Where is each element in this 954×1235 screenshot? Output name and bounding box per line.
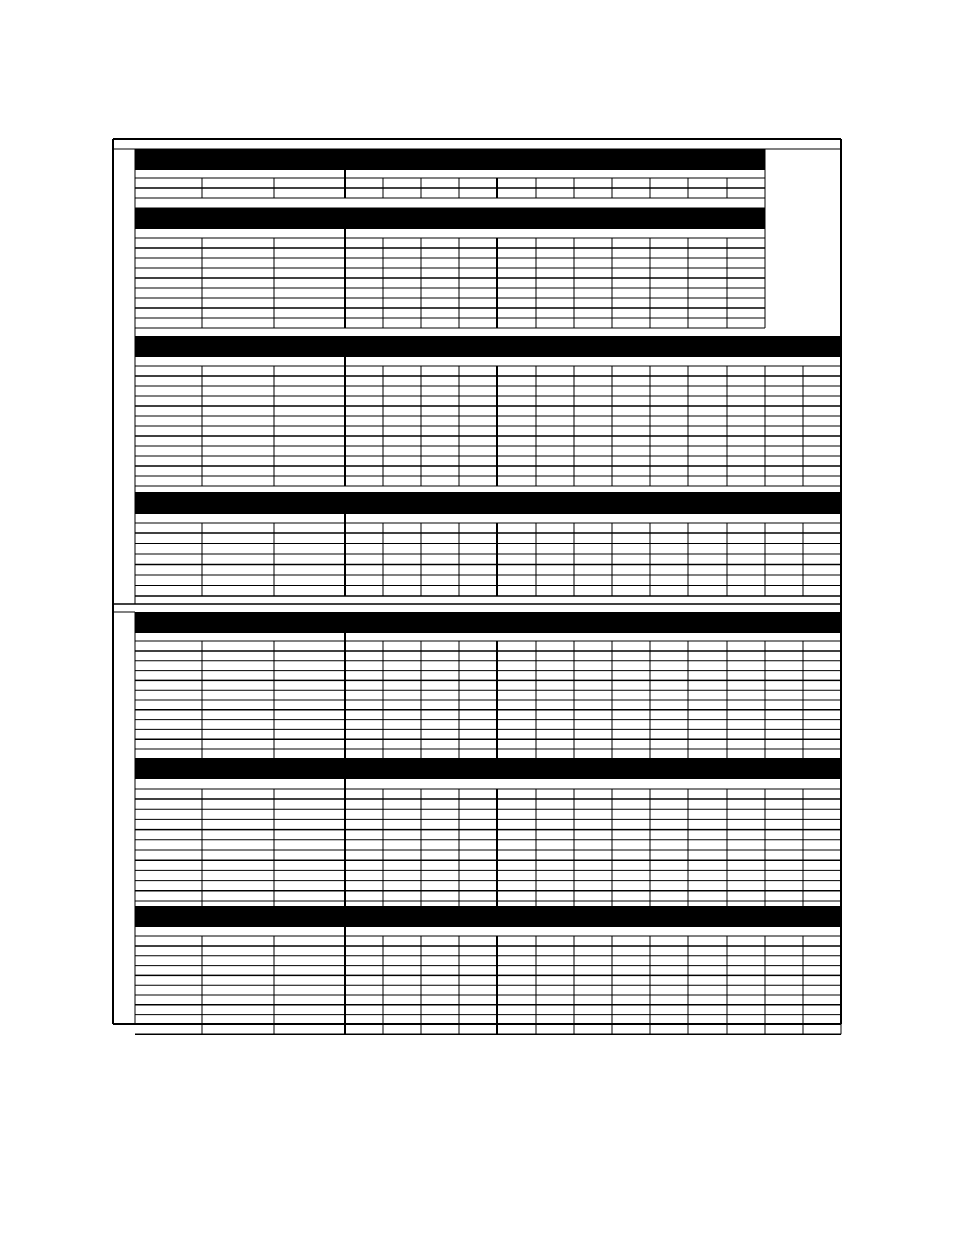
block-7-header-band [135,906,841,926]
block-4-header-band [135,492,841,513]
block-1 [135,149,765,208]
block-6 [135,758,841,911]
block-5 [135,612,841,759]
block-4 [135,492,841,596]
block-2 [135,208,765,338]
block-3-header-band [135,336,841,356]
block-5-header-band [135,612,841,632]
block-3 [135,336,841,486]
block-6-header-band [135,758,841,778]
table-blocks [135,149,841,1034]
block-2-header-band [135,208,765,228]
block-7 [135,906,841,1034]
block-1-header-band [135,149,765,169]
